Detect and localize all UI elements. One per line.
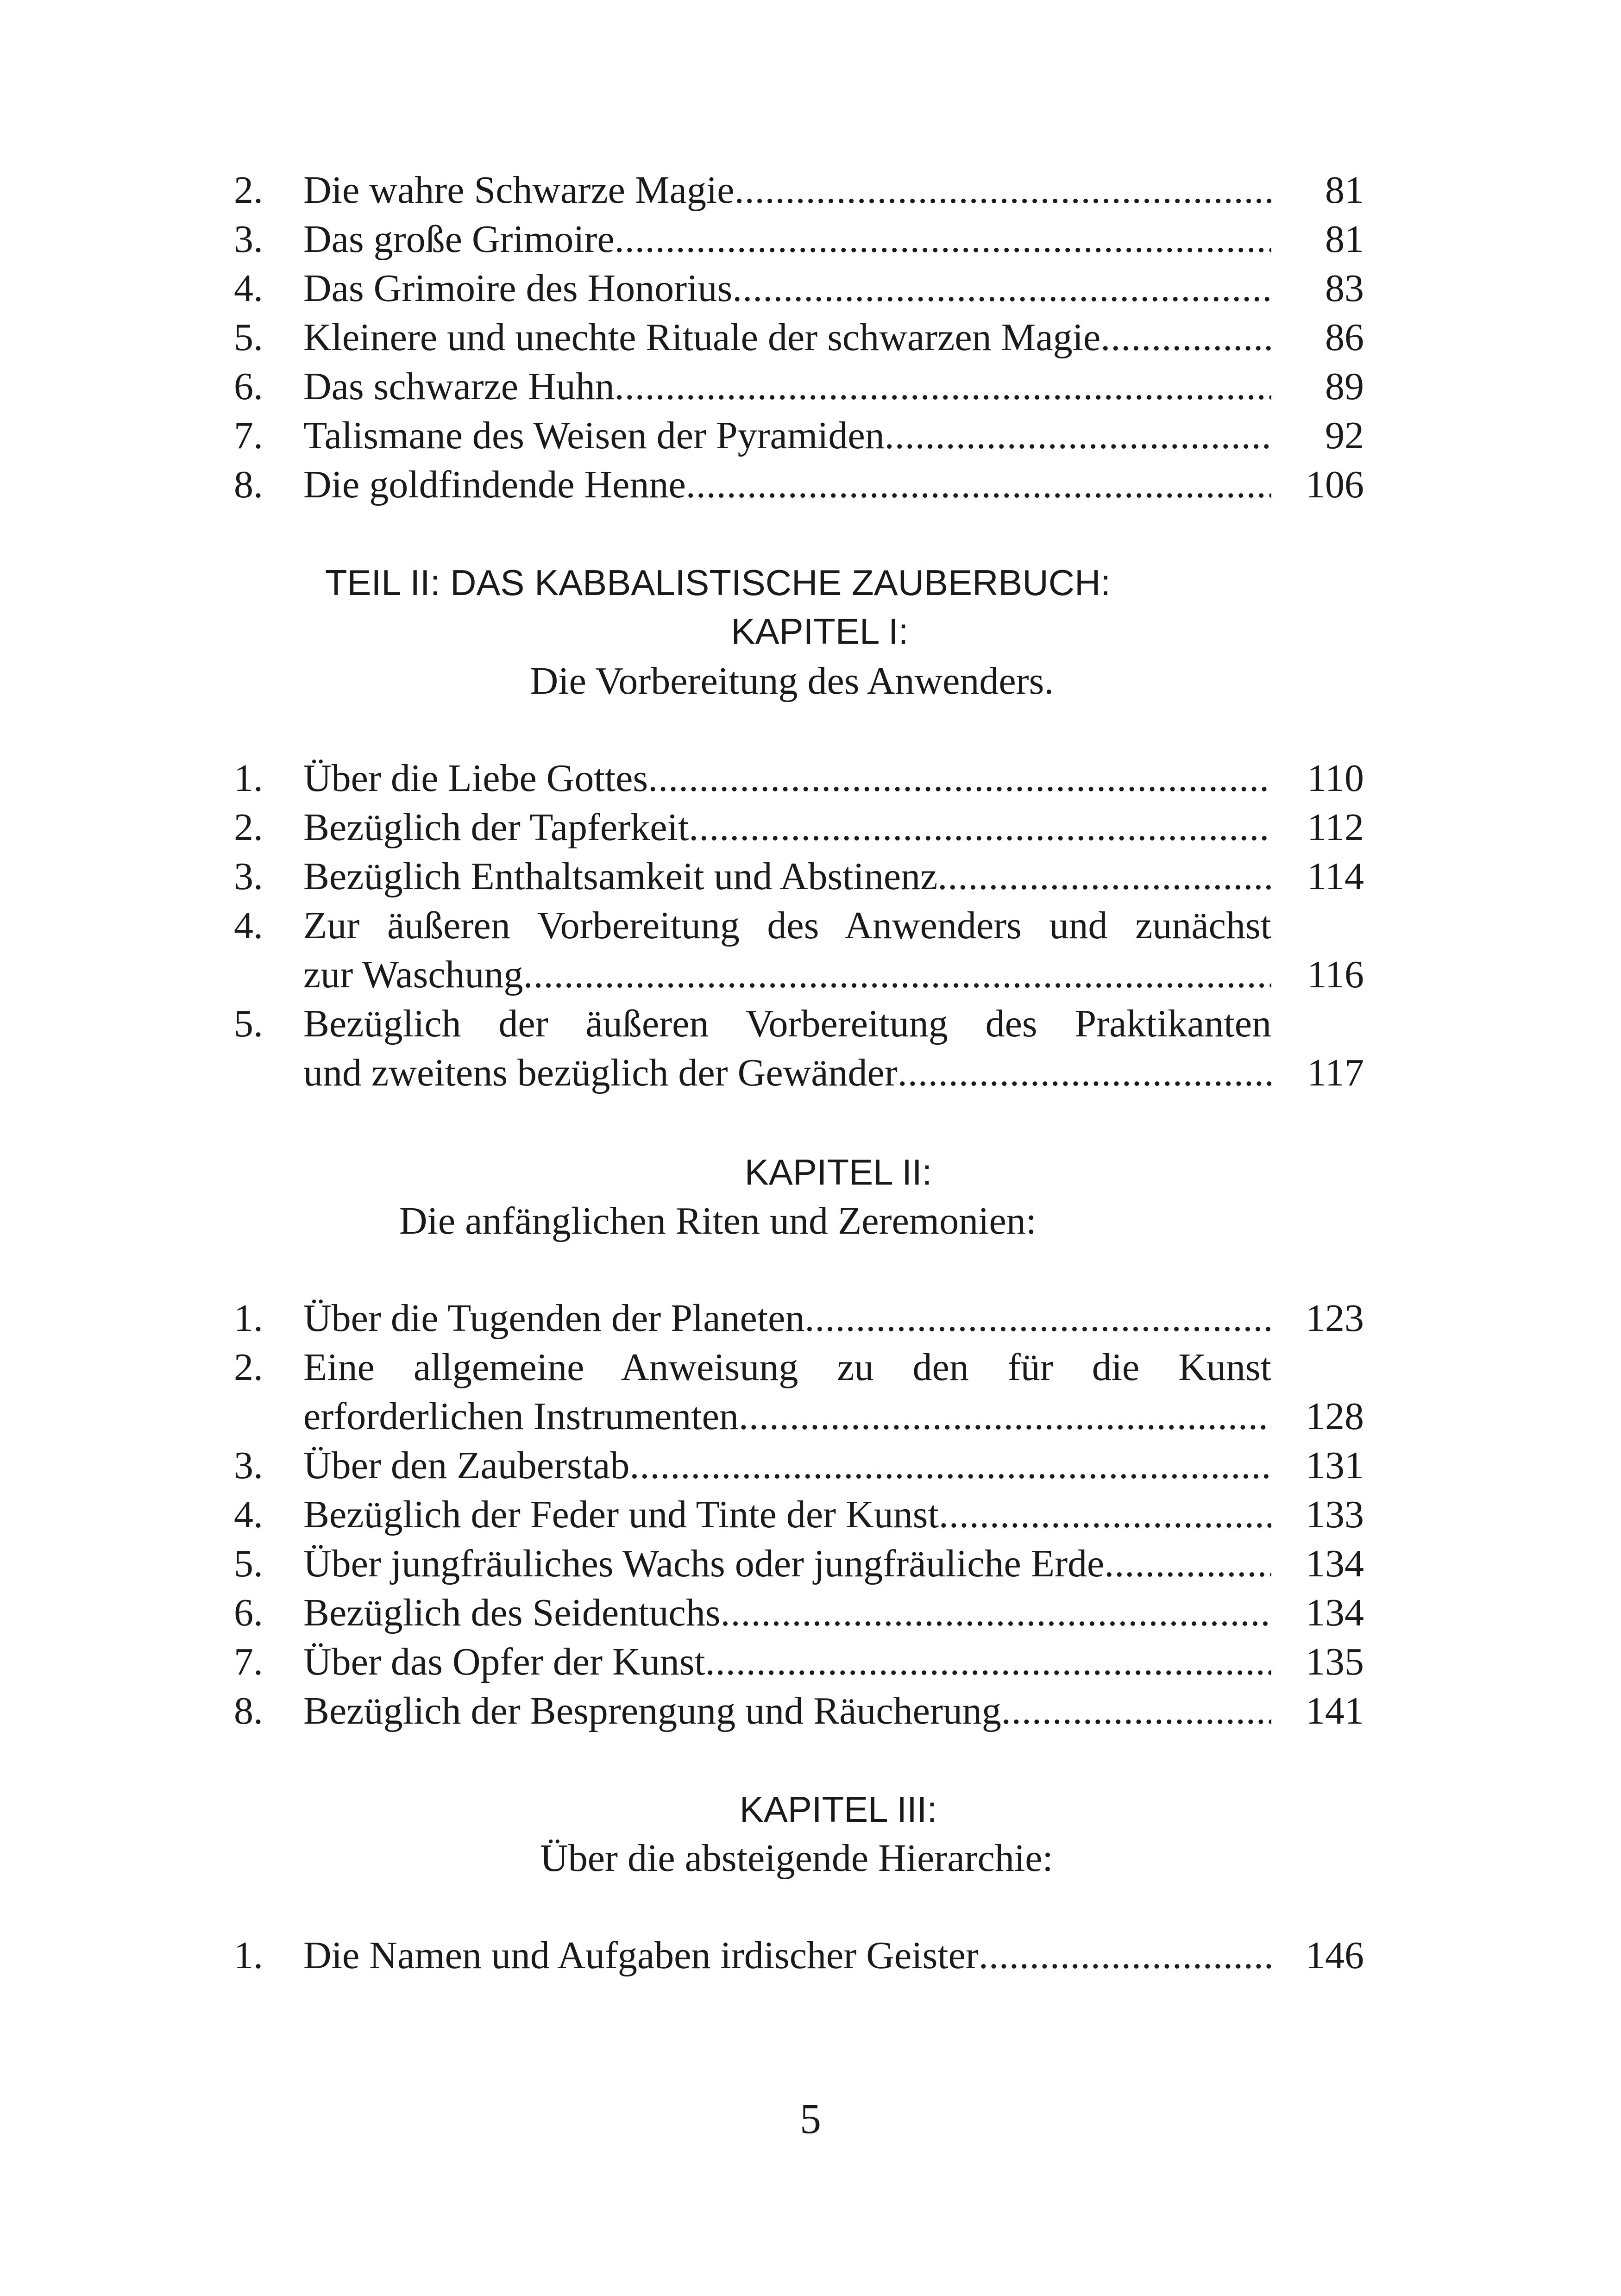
toc-entry[interactable] bbox=[234, 1441, 1364, 1490]
leader-dots bbox=[648, 754, 1271, 803]
entry-page: 114 bbox=[1307, 855, 1364, 898]
entry-title: Bezüglich des Seidentuchs bbox=[303, 1591, 721, 1634]
entry-number: 5. bbox=[234, 1542, 263, 1585]
entry-page: 89 bbox=[1325, 365, 1364, 408]
leader-dots bbox=[615, 215, 1271, 264]
toc-entry[interactable] bbox=[234, 901, 1364, 999]
entry-title: zur Waschung bbox=[303, 953, 523, 996]
leader-dots bbox=[1001, 1687, 1271, 1736]
entry-page: 112 bbox=[1307, 806, 1364, 849]
toc-entry[interactable] bbox=[234, 411, 1364, 460]
leader-dots bbox=[629, 1441, 1271, 1490]
leader-dots bbox=[732, 264, 1271, 313]
entry-number: 4. bbox=[234, 1493, 263, 1536]
entry-number: 2. bbox=[234, 169, 263, 212]
entry-number: 5. bbox=[234, 316, 263, 359]
chapter-label: KAPITEL I: bbox=[731, 611, 909, 652]
entry-number: 3. bbox=[234, 218, 263, 261]
entry-number: 2. bbox=[234, 806, 263, 849]
entry-number: 4. bbox=[234, 267, 263, 310]
toc-entry[interactable] bbox=[234, 1343, 1364, 1441]
leader-dots bbox=[939, 1490, 1271, 1539]
entry-title-line1: Bezüglich der äußeren Vorbereitung des Praktikanten bbox=[303, 1002, 1271, 1045]
entry-page: 135 bbox=[1306, 1640, 1364, 1683]
entry-page: 134 bbox=[1306, 1591, 1364, 1634]
leader-dots bbox=[898, 1048, 1271, 1098]
toc-entry[interactable] bbox=[234, 1294, 1364, 1343]
leader-dots bbox=[523, 950, 1271, 999]
leader-dots bbox=[885, 411, 1271, 460]
toc-entry[interactable] bbox=[234, 999, 1364, 1098]
entry-number: 7. bbox=[234, 1640, 263, 1683]
entry-number: 1. bbox=[234, 757, 263, 800]
leader-dots bbox=[615, 362, 1271, 411]
toc-entry[interactable] bbox=[234, 1588, 1364, 1637]
entry-number: 3. bbox=[234, 855, 263, 898]
entry-number: 8. bbox=[234, 463, 263, 506]
toc-entry[interactable] bbox=[234, 313, 1364, 362]
entry-page: 83 bbox=[1325, 267, 1364, 310]
entry-title: Das große Grimoire bbox=[303, 218, 615, 261]
entry-number: 3. bbox=[234, 1444, 263, 1487]
entry-number: 1. bbox=[234, 1297, 263, 1340]
entry-page: 128 bbox=[1306, 1395, 1364, 1438]
entry-page: 133 bbox=[1306, 1493, 1364, 1536]
entry-page: 146 bbox=[1306, 1934, 1364, 1977]
entry-number: 7. bbox=[234, 414, 263, 457]
entry-number: 6. bbox=[234, 365, 263, 408]
entry-title: Bezüglich Enthaltsamkeit und Abstinenz bbox=[303, 855, 938, 898]
leader-dots bbox=[705, 1637, 1271, 1687]
leader-dots bbox=[720, 1588, 1271, 1637]
chapter-label: KAPITEL II: bbox=[744, 1152, 932, 1192]
chapter-subtitle: Über die absteigende Hierarchie: bbox=[540, 1837, 1053, 1880]
toc-entry[interactable] bbox=[234, 803, 1364, 852]
leader-dots bbox=[739, 1392, 1271, 1441]
toc-entry[interactable] bbox=[234, 362, 1364, 411]
entry-title: Kleinere und unechte Rituale der schwarzen Magie bbox=[303, 316, 1101, 359]
entry-title: Über die Tugenden der Planeten bbox=[303, 1297, 805, 1340]
entry-title: Über den Zauberstab bbox=[303, 1444, 630, 1487]
chapter-subtitle: Die anfänglichen Riten und Zeremonien: bbox=[399, 1199, 1037, 1242]
toc-entry[interactable] bbox=[234, 852, 1364, 901]
entry-title: Über das Opfer der Kunst bbox=[303, 1640, 705, 1683]
entry-title: Über die Liebe Gottes bbox=[303, 757, 648, 800]
entry-number: 5. bbox=[234, 1002, 263, 1045]
entry-page: 134 bbox=[1306, 1542, 1364, 1585]
leader-dots bbox=[1104, 1539, 1271, 1588]
entry-title: Talismane des Weisen der Pyramiden bbox=[303, 414, 885, 457]
entry-number: 2. bbox=[234, 1346, 263, 1389]
toc-entry[interactable] bbox=[234, 1931, 1364, 1980]
entry-title-line1: Zur äußeren Vorbereitung des Anwenders und zunächst bbox=[303, 904, 1271, 947]
leader-dots bbox=[937, 852, 1271, 901]
entry-title: Die Namen und Aufgaben irdischer Geister bbox=[303, 1934, 979, 1977]
leader-dots bbox=[1100, 313, 1271, 362]
toc-entry[interactable] bbox=[234, 1490, 1364, 1539]
entry-title: und zweitens bezüglich der Gewänder bbox=[303, 1051, 898, 1094]
entry-title-line1: Eine allgemeine Anweisung zu den für die Kunst bbox=[303, 1346, 1271, 1389]
entry-number: 1. bbox=[234, 1934, 263, 1977]
toc-entry[interactable] bbox=[234, 460, 1364, 509]
page-number: 5 bbox=[800, 2095, 821, 2142]
entry-page: 92 bbox=[1325, 414, 1364, 457]
toc-entry[interactable] bbox=[234, 215, 1364, 264]
leader-dots bbox=[735, 166, 1271, 215]
entry-page: 81 bbox=[1325, 218, 1364, 261]
entry-page: 117 bbox=[1307, 1051, 1364, 1094]
toc-entry[interactable] bbox=[234, 1637, 1364, 1687]
entry-number: 8. bbox=[234, 1689, 263, 1732]
toc-entry[interactable] bbox=[234, 1687, 1364, 1736]
part-title: TEIL II: DAS KABBALISTISCHE ZAUBERBUCH: bbox=[325, 562, 1111, 603]
entry-page: 106 bbox=[1306, 463, 1364, 506]
entry-page: 110 bbox=[1307, 757, 1364, 800]
entry-title: Das schwarze Huhn bbox=[303, 365, 615, 408]
entry-page: 116 bbox=[1307, 953, 1364, 996]
entry-page: 123 bbox=[1306, 1297, 1364, 1340]
leader-dots bbox=[689, 803, 1271, 852]
entry-title: erforderlichen Instrumenten bbox=[303, 1395, 739, 1438]
chapter-subtitle: Die Vorbereitung des Anwenders. bbox=[530, 659, 1054, 703]
entry-title: Über jungfräuliches Wachs oder jungfräuliche Erde bbox=[303, 1542, 1105, 1585]
entry-title: Bezüglich der Tapferkeit bbox=[303, 806, 689, 849]
toc-entry[interactable] bbox=[234, 754, 1364, 803]
entry-page: 81 bbox=[1325, 169, 1364, 212]
entry-title: Bezüglich der Feder und Tinte der Kunst bbox=[303, 1493, 939, 1536]
toc-entry[interactable] bbox=[234, 264, 1364, 313]
entry-title: Die wahre Schwarze Magie bbox=[303, 169, 735, 212]
chapter-label: KAPITEL III: bbox=[739, 1789, 937, 1830]
toc-entry[interactable] bbox=[234, 166, 1364, 215]
entry-number: 6. bbox=[234, 1591, 263, 1634]
leader-dots bbox=[804, 1294, 1271, 1343]
toc-entry[interactable] bbox=[234, 1539, 1364, 1588]
entry-title: Bezüglich der Besprengung und Räucherung bbox=[303, 1689, 1001, 1732]
entry-page: 131 bbox=[1306, 1444, 1364, 1487]
entry-page: 141 bbox=[1306, 1689, 1364, 1732]
entry-title: Das Grimoire des Honorius bbox=[303, 267, 733, 310]
entry-page: 86 bbox=[1325, 316, 1364, 359]
leader-dots bbox=[979, 1931, 1271, 1980]
entry-number: 4. bbox=[234, 904, 263, 947]
entry-title: Die goldfindende Henne bbox=[303, 463, 686, 506]
leader-dots bbox=[686, 460, 1271, 509]
